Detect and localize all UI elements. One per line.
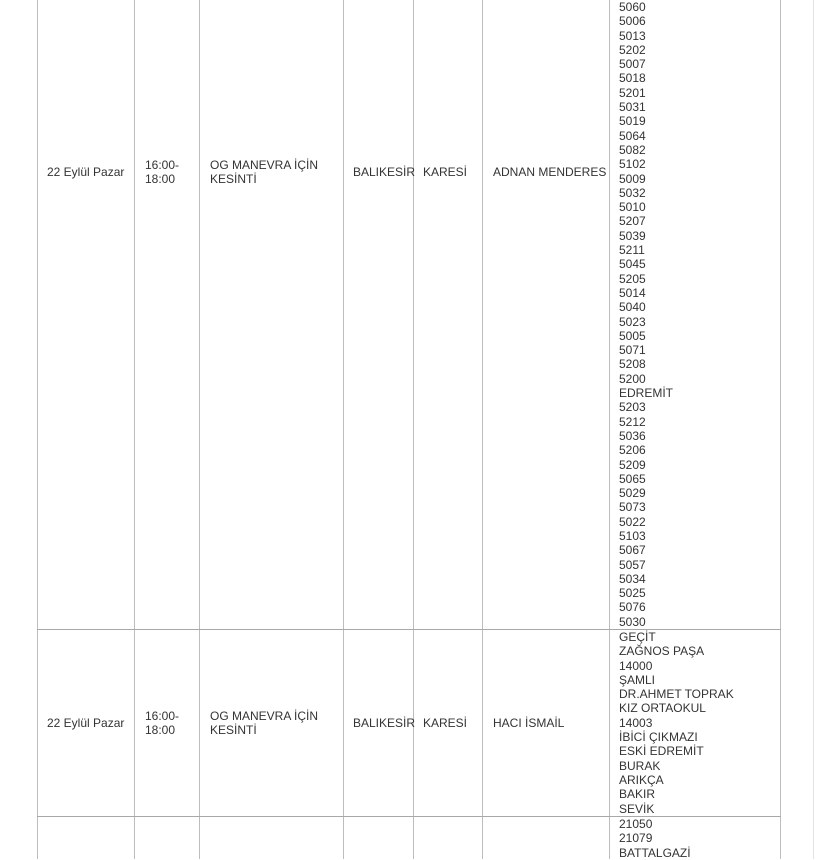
street-item: 5010 [619,200,646,215]
street-item: 5025 [619,586,646,601]
street-item: 21050 [619,817,653,831]
street-item: 5036 [619,428,646,443]
street-item: 5073 [619,500,646,515]
neighborhood-cell: ADNAN MENDERES [493,165,607,179]
column-border [609,0,610,859]
district-cell: KARESİ [423,716,468,730]
time-cell: 16:00- 18:00 [145,158,180,187]
street-item: 5202 [619,42,646,57]
street-item: 5007 [619,57,646,72]
streets-cell [619,817,691,860]
street-item: 5203 [619,400,646,415]
street-item: 5040 [619,300,646,315]
street-item: 5057 [619,557,646,572]
streets-cell [619,0,673,629]
street-item: 5103 [619,528,646,543]
reason-cell: OG MANEVRA İÇİN KESİNTİ [210,158,319,187]
street-item: 5009 [619,171,646,186]
district-cell: KARESİ [423,165,468,179]
street-item: 5212 [619,414,646,429]
column-border [134,0,135,859]
street-item: 5031 [619,100,646,115]
street-item: 5014 [619,285,646,300]
street-item: 5067 [619,543,646,558]
column-border [343,0,344,859]
street-item: 5022 [619,514,646,529]
street-item: 5030 [619,614,646,629]
street-item: 5019 [619,114,646,129]
city-cell: BALIKESİR [353,165,416,179]
scrollbar[interactable] [807,0,820,859]
time-cell: 16:00- 18:00 [145,709,180,738]
column-border [199,0,200,859]
street-item: 5034 [619,571,646,586]
street-item: 5045 [619,257,646,272]
street-item: İBİCİ ÇIKMAZI [619,730,698,745]
street-item: 5032 [619,185,646,200]
street-item: 5076 [619,600,646,615]
street-item: ZAĞNOS PAŞA [619,644,705,659]
street-item: 5060 [619,0,646,14]
reason-cell: OG MANEVRA İÇİN KESİNTİ [210,709,319,738]
street-item: ESKİ EDREMİT [619,744,704,759]
street-item: SEVİK [619,801,655,816]
streets-cell [619,630,734,816]
street-item: 5208 [619,357,646,372]
column-border [37,0,38,859]
street-item: 5200 [619,371,646,386]
street-item: 5013 [619,28,646,43]
street-item: 14000 [619,658,653,673]
street-item: 5102 [619,157,646,172]
street-item: KIZ ORTAOKUL [619,701,706,716]
neighborhood-cell: HACI İSMAİL [493,716,565,730]
street-item: 5206 [619,443,646,458]
street-item: 5201 [619,85,646,100]
street-item: 5071 [619,343,646,358]
street-item: 5064 [619,128,646,143]
street-item: 5039 [619,228,646,243]
street-item: BURAK [619,758,661,773]
street-item: DR.AHMET TOPRAK [619,687,734,702]
scrollbar-track[interactable] [813,0,814,859]
street-item: 5029 [619,486,646,501]
column-border [482,0,483,859]
street-item: 5209 [619,457,646,472]
street-item: 5006 [619,14,646,29]
street-item: BATTALGAZİ [619,845,691,860]
street-item: 5018 [619,71,646,86]
date-cell: 22 Eylül Pazar [47,716,125,730]
street-item: 5205 [619,271,646,286]
street-item: EDREMİT [619,386,673,401]
street-item: 21079 [619,831,653,846]
street-item: 5065 [619,471,646,486]
street-item: 5211 [619,243,645,258]
street-item: 5207 [619,214,646,229]
date-cell: 22 Eylül Pazar [47,165,125,179]
street-item: 5082 [619,142,646,157]
street-item: BAKIR [619,787,656,802]
street-item: ŞAMLI [619,672,656,687]
street-item: ARIKÇA [619,772,664,787]
street-item: 5005 [619,328,646,343]
city-cell: BALIKESİR [353,716,416,730]
street-item: GEÇİT [619,630,656,644]
street-item: 5023 [619,314,646,329]
street-item: 14003 [619,715,653,730]
column-border [780,0,781,859]
